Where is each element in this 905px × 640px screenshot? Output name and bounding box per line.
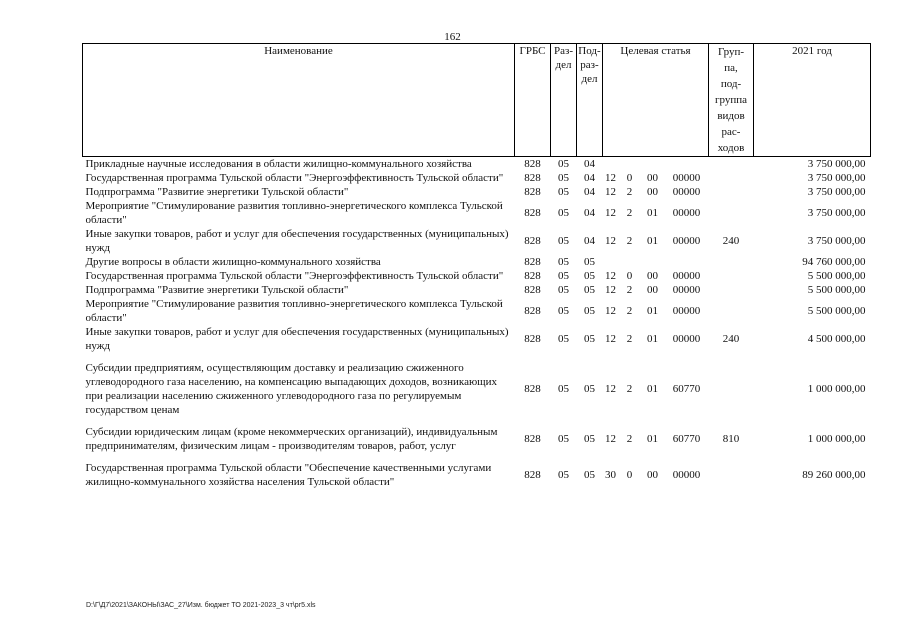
cell-c4: 00000 (672, 469, 701, 481)
cell-rz: 05 (558, 383, 569, 395)
cell-c3: 01 (647, 433, 658, 445)
cell-c4: 00000 (672, 207, 701, 219)
file-path-footer: D:\Г\Д7\2021\ЗАКОНЫ\ЗАС_27\Изм. бюджет ТО 2021-2023_3 чт\рг5.xls (86, 602, 316, 609)
cell-vr (709, 297, 754, 325)
cell-c4 (665, 157, 709, 172)
cell-c2: 0 (626, 270, 633, 282)
table-row (83, 255, 871, 269)
cell-name: Иные закупки товаров, работ и услуг для обеспечения государственных (муниципальных) нужд (85, 326, 509, 352)
cell-prz: 05 (584, 469, 595, 481)
cell-c2 (619, 157, 641, 172)
cell-amount: 3 750 000,00 (807, 235, 866, 247)
cell-c2: 0 (626, 172, 633, 184)
cell-c1 (603, 255, 619, 269)
cell-c4: 00000 (672, 333, 701, 345)
cell-grbs: 828 (524, 172, 541, 184)
cell-vr (709, 199, 754, 227)
table-row (83, 283, 871, 297)
table-row (83, 425, 871, 453)
header-year: 2021 год (754, 44, 871, 157)
table-row (83, 361, 871, 417)
cell-amount: 5 500 000,00 (807, 284, 866, 296)
cell-vr (709, 269, 754, 283)
header-target-article: Целевая статья (603, 44, 709, 157)
cell-vr (709, 461, 754, 489)
cell-amount: 1 000 000,00 (807, 433, 866, 445)
table-row (83, 171, 871, 185)
table-row (83, 269, 871, 283)
cell-prz: 05 (584, 305, 595, 317)
cell-rz: 05 (558, 186, 569, 198)
cell-c2: 2 (626, 433, 633, 445)
cell-grbs: 828 (524, 186, 541, 198)
cell-c4: 00000 (672, 235, 701, 247)
cell-name: Подпрограмма "Развитие энергетики Тульской области" (85, 284, 349, 296)
cell-c3: 01 (647, 235, 658, 247)
cell-prz: 05 (584, 433, 595, 445)
cell-amount: 3 750 000,00 (807, 172, 866, 184)
header-expense-group: Груп- па, под- группа видов рас- ходов (709, 44, 754, 157)
cell-amount: 5 500 000,00 (807, 270, 866, 282)
cell-grbs: 828 (524, 469, 541, 481)
cell-name: Подпрограмма "Развитие энергетики Тульской области" (85, 186, 349, 198)
cell-grbs: 828 (524, 305, 541, 317)
cell-rz: 05 (558, 270, 569, 282)
cell-prz: 05 (584, 333, 595, 345)
cell-grbs: 828 (524, 433, 541, 445)
cell-rz: 05 (558, 172, 569, 184)
cell-name: Прикладные научные исследования в области жилищно-коммунального хозяйства (85, 158, 472, 170)
cell-name: Мероприятие "Стимулирование развития топливно-энергетического комплекса Тульской области" (85, 200, 503, 226)
cell-name: Субсидии юридическим лицам (кроме некоммерческих организаций), индивидуальным предпринимателям, физическим лицам - производителям товаров, работ, услуг (85, 426, 498, 452)
cell-vr (709, 255, 754, 269)
cell-vr (709, 185, 754, 199)
cell-rz: 05 (558, 158, 569, 170)
row-spacer (83, 353, 871, 361)
cell-vr (709, 157, 754, 172)
cell-c2: 2 (626, 333, 633, 345)
cell-c4: 60770 (672, 433, 701, 445)
cell-prz: 05 (584, 383, 595, 395)
cell-amount: 4 500 000,00 (807, 333, 866, 345)
cell-c3: 00 (647, 469, 658, 481)
cell-grbs: 828 (524, 235, 541, 247)
cell-c3 (641, 255, 665, 269)
cell-c2: 2 (626, 186, 633, 198)
cell-vr: 240 (722, 333, 740, 345)
cell-name: Субсидии предприятиям, осуществляющим доставку и реализацию сжиженного углеводородного газа населению, на компенсацию выпадающих доходов, возникающих при реализации населению сжиженного углеводородного газа по регулируемым государством ценам (85, 362, 498, 416)
table-body (83, 157, 871, 490)
cell-c1: 12 (605, 333, 616, 345)
cell-c2: 2 (626, 207, 633, 219)
cell-grbs: 828 (524, 207, 541, 219)
cell-rz: 05 (558, 469, 569, 481)
cell-prz: 04 (584, 172, 595, 184)
cell-amount: 89 260 000,00 (802, 469, 866, 481)
cell-c4: 00000 (672, 186, 701, 198)
cell-c1: 12 (605, 207, 616, 219)
table-header (83, 44, 871, 157)
cell-c4: 60770 (672, 383, 701, 395)
cell-c2: 2 (626, 305, 633, 317)
cell-c1: 12 (605, 433, 616, 445)
cell-c1: 12 (605, 284, 616, 296)
cell-rz: 05 (558, 333, 569, 345)
cell-c4: 00000 (672, 305, 701, 317)
cell-name: Государственная программа Тульской области "Энергоэффективность Тульской области" (85, 270, 504, 282)
cell-c3: 00 (647, 270, 658, 282)
cell-grbs: 828 (524, 270, 541, 282)
table-row (83, 185, 871, 199)
cell-rz: 05 (558, 207, 569, 219)
cell-amount: 3 750 000,00 (807, 186, 866, 198)
cell-amount: 1 000 000,00 (807, 383, 866, 395)
cell-c3: 01 (647, 333, 658, 345)
header-podrazdel: Под- раз- дел (577, 44, 603, 157)
header-razdel: Раз- дел (551, 44, 577, 157)
header-name: Наименование (83, 44, 515, 157)
cell-amount: 94 760 000,00 (802, 256, 866, 268)
cell-c4: 00000 (672, 172, 701, 184)
cell-vr (709, 171, 754, 185)
cell-c4 (665, 255, 709, 269)
cell-rz: 05 (558, 305, 569, 317)
cell-c1: 12 (605, 186, 616, 198)
page-number: 162 (444, 31, 461, 43)
cell-vr (709, 361, 754, 417)
cell-name: Государственная программа Тульской области "Энергоэффективность Тульской области" (85, 172, 504, 184)
cell-prz: 04 (584, 186, 595, 198)
cell-c2: 2 (626, 284, 633, 296)
cell-vr (709, 283, 754, 297)
cell-rz: 05 (558, 284, 569, 296)
cell-grbs: 828 (524, 333, 541, 345)
table-row (83, 325, 871, 353)
cell-vr: 810 (722, 433, 740, 445)
cell-prz: 04 (584, 235, 595, 247)
cell-amount: 3 750 000,00 (807, 158, 866, 170)
cell-c1: 30 (605, 469, 616, 481)
row-spacer (83, 453, 871, 461)
table-row (83, 461, 871, 489)
budget-table (82, 43, 871, 489)
cell-c3 (641, 157, 665, 172)
cell-c2: 2 (626, 383, 633, 395)
cell-rz: 05 (558, 433, 569, 445)
header-grbs: ГРБС (515, 44, 551, 157)
cell-c3: 01 (647, 207, 658, 219)
cell-prz: 05 (584, 284, 595, 296)
cell-c1: 12 (605, 383, 616, 395)
cell-c4: 00000 (672, 284, 701, 296)
cell-c1: 12 (605, 270, 616, 282)
cell-c1: 12 (605, 235, 616, 247)
row-spacer (83, 417, 871, 425)
cell-name: Другие вопросы в области жилищно-коммунального хозяйства (85, 256, 381, 268)
cell-amount: 3 750 000,00 (807, 207, 866, 219)
cell-c2: 2 (626, 235, 633, 247)
cell-name: Иные закупки товаров, работ и услуг для обеспечения государственных (муниципальных) нужд (85, 228, 509, 254)
cell-c3: 00 (647, 284, 658, 296)
table-row (83, 157, 871, 172)
cell-c3: 00 (647, 186, 658, 198)
table-row (83, 199, 871, 227)
cell-rz: 05 (558, 256, 569, 268)
cell-c1: 12 (605, 172, 616, 184)
cell-prz: 05 (584, 256, 595, 268)
cell-vr: 240 (722, 235, 740, 247)
table-row (83, 297, 871, 325)
cell-c3: 01 (647, 383, 658, 395)
cell-amount: 5 500 000,00 (807, 305, 866, 317)
cell-name: Государственная программа Тульской области "Обеспечение качественными услугами жилищно-коммунального хозяйства населения Тульской области" (85, 462, 492, 488)
cell-c3: 01 (647, 305, 658, 317)
cell-rz: 05 (558, 235, 569, 247)
table-row (83, 227, 871, 255)
cell-c2: 0 (626, 469, 633, 481)
cell-prz: 05 (584, 270, 595, 282)
cell-name: Мероприятие "Стимулирование развития топливно-энергетического комплекса Тульской области" (85, 298, 503, 324)
cell-prz: 04 (584, 207, 595, 219)
cell-c1 (603, 157, 619, 172)
cell-c2 (619, 255, 641, 269)
cell-grbs: 828 (524, 383, 541, 395)
cell-c1: 12 (605, 305, 616, 317)
cell-c3: 00 (647, 172, 658, 184)
cell-c4: 00000 (672, 270, 701, 282)
cell-grbs: 828 (524, 284, 541, 296)
cell-grbs: 828 (524, 158, 541, 170)
cell-grbs: 828 (524, 256, 541, 268)
cell-prz: 04 (584, 158, 595, 170)
